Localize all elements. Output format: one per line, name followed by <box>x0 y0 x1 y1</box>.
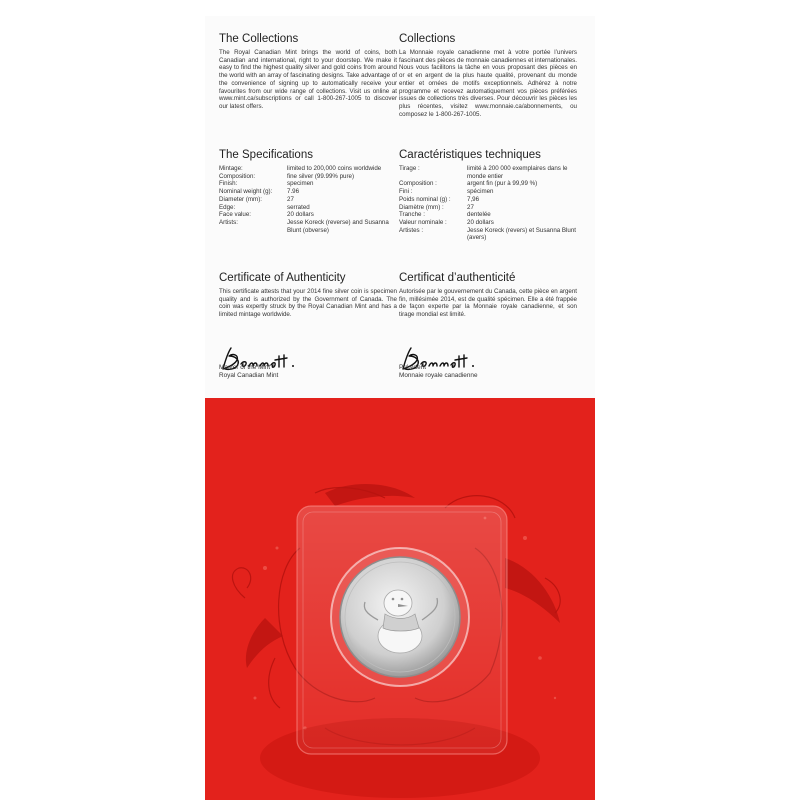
spec-label: Finish: <box>219 180 238 188</box>
spec-value: fine silver (99.99% pure) <box>287 172 355 180</box>
spec-row <box>219 188 397 196</box>
collections-section-en <box>219 32 397 111</box>
spec-row <box>399 165 577 180</box>
spec-value: Jesse Koreck (revers) et Susanna Blunt (avers) <box>467 226 577 242</box>
spec-value: 27 <box>287 195 294 203</box>
specifications-section-fr <box>399 148 577 242</box>
collections-title-en: The Collections <box>219 33 299 45</box>
certificate-section-en <box>219 271 397 319</box>
spec-row <box>219 165 397 173</box>
spec-label: Composition : <box>399 180 437 188</box>
spec-value: 7,96 <box>467 195 480 203</box>
spec-value: Jesse Koreck (reverse) and Susanna Blunt (obverse) <box>287 218 389 234</box>
spec-row <box>399 196 577 204</box>
spec-row <box>219 204 397 212</box>
signatory-org-en: Royal Canadian Mint <box>219 372 279 379</box>
signatory-title-en <box>219 364 278 380</box>
specifications-title-fr: Caractéristiques techniques <box>399 149 541 161</box>
spec-value: argent fin (pur à 99,99 %) <box>467 180 538 188</box>
specifications-section-en <box>219 148 397 234</box>
spec-label: Mintage: <box>219 165 243 172</box>
collections-title-fr: Collections <box>399 33 456 45</box>
signatory-role-fr: Président <box>399 364 426 371</box>
spec-value: limité à 200 000 exemplaires dans le monde entier <box>467 165 568 180</box>
spec-label: Diameter (mm): <box>219 195 262 203</box>
spec-row <box>219 173 397 181</box>
certificate-title-en: Certificate of Authenticity <box>219 272 346 284</box>
spec-label: Artists: <box>219 218 238 226</box>
spec-row <box>399 219 577 227</box>
spec-label: Tranche : <box>399 211 425 219</box>
spec-value: specimen <box>287 180 314 188</box>
spec-value: serrated <box>287 203 310 211</box>
spec-value: dentelée <box>467 211 491 219</box>
certificate-body-fr: Autorisée par le gouvernement du Canada, cette pièce en argent fin, millésimée 2014, est de qualité spécimen. Elle a été frappée de façon experte par la Monnaie royale canadienne, et son tirage mondial est limité. <box>399 288 577 319</box>
spec-value: limited to 200,000 coins worldwide <box>287 165 382 172</box>
spec-row <box>219 211 397 219</box>
spec-row <box>399 204 577 212</box>
spec-label: Tirage : <box>399 165 420 172</box>
spec-label: Face value: <box>219 211 251 219</box>
collections-body-fr: La Monnaie royale canadienne met à votre portée l’univers fascinant des pièces de monnaie canadiennes et internationales. Nous vous facilitons la tâche en vous proposant des pièces en or et en argent de la plus haute qualité, provenant du monde entier et ornées de motifs exceptionnels. Adhérez à notre programme et recevez automatiquement vos pièces préférées issues de collections très diverses. Pour découvrir les pièces les plus récentes, visitez www.monnaie.ca/abonnements, ou composez le 1-800-267-1005. <box>399 49 577 118</box>
spec-row <box>399 211 577 219</box>
specifications-table-en <box>219 165 397 234</box>
spec-row <box>219 196 397 204</box>
spec-row <box>399 180 577 188</box>
signatory-title-fr <box>399 364 478 380</box>
spec-value: 7.96 <box>287 188 300 196</box>
certificate-paper <box>205 16 595 398</box>
certificate-body-en: This certificate attests that your 2014 fine silver coin is specimen quality and is authorized by the Government of Canada. The coin was expertly struck by the Royal Canadian Mint and has a limited mintage worldwide. <box>219 288 397 319</box>
spec-row <box>399 188 577 196</box>
spec-label: Nominal weight (g): <box>219 188 273 196</box>
snowman-illustration <box>205 398 595 800</box>
certificate-title-fr: Certificat d’authenticité <box>399 272 516 284</box>
spec-row <box>219 219 397 234</box>
spec-value: 20 dollars <box>287 211 314 219</box>
spec-row <box>399 227 577 242</box>
spec-label: Edge: <box>219 203 236 211</box>
spec-label: Valeur nominale : <box>399 218 447 226</box>
specifications-title-en: The Specifications <box>219 149 313 161</box>
signatory-role-en: Master of the Mint <box>219 364 271 371</box>
spec-label: Diamètre (mm) : <box>399 203 444 211</box>
spec-value: 20 dollars <box>467 218 494 226</box>
silver-coin <box>340 557 460 677</box>
spec-value: spécimen <box>467 188 494 196</box>
spec-label: Artistes : <box>399 226 424 234</box>
red-coin-panel <box>205 398 595 800</box>
certificate-section-fr <box>399 271 577 319</box>
spec-label: Composition: <box>219 172 256 180</box>
spec-label: Fini : <box>399 188 413 196</box>
specifications-table-fr <box>399 165 577 242</box>
spec-label: Poids nominal (g) : <box>399 195 451 203</box>
spec-row <box>219 180 397 188</box>
signatory-org-fr: Monnaie royale canadienne <box>399 372 478 379</box>
collections-body-en: The Royal Canadian Mint brings the world of coins, both Canadian and international, right to your doorstep. We make it easy to find the highest quality silver and gold coins from around the world with an array of fascinating designs. Take advantage of the convenience of signing up to automatically receive your favourites from our wide range of collections. Visit us online at www.mint.ca/subscriptions or call 1-800-267-1005 to discover our latest offers. <box>219 49 397 110</box>
collections-section-fr <box>399 32 577 118</box>
spec-value: 27 <box>467 203 474 211</box>
certificate-card <box>205 16 595 800</box>
